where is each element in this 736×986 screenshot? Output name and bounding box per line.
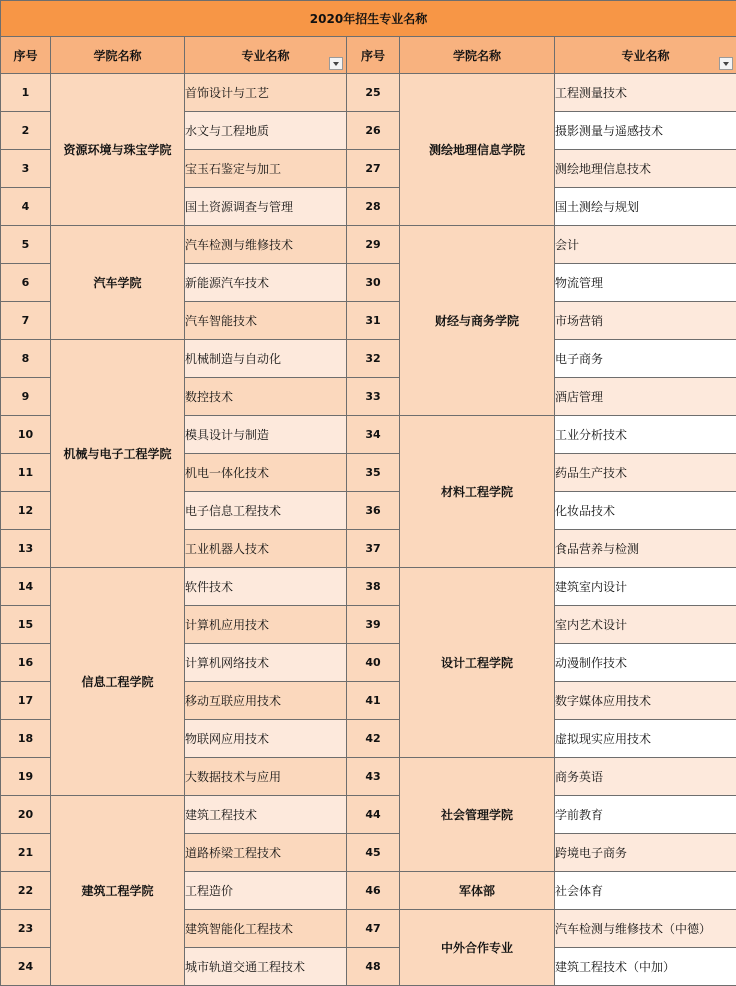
row-number: 40	[347, 644, 400, 682]
major-name: 模具设计与制造	[185, 416, 347, 454]
major-name: 市场营销	[555, 302, 736, 340]
major-name: 新能源汽车技术	[185, 264, 347, 302]
header-seq: 序号	[1, 37, 51, 74]
major-name: 数控技术	[185, 378, 347, 416]
row-number: 17	[1, 682, 51, 720]
major-name: 测绘地理信息技术	[555, 150, 736, 188]
table-title: 2020年招生专业名称	[1, 1, 736, 37]
row-number: 33	[347, 378, 400, 416]
header-major-right-label: 专业名称	[621, 49, 669, 63]
row-number: 39	[347, 606, 400, 644]
major-name: 建筑室内设计	[555, 568, 736, 606]
row-number: 15	[1, 606, 51, 644]
major-name: 物流管理	[555, 264, 736, 302]
row-number: 2	[1, 112, 51, 150]
college-name: 军体部	[400, 872, 555, 910]
table-row	[1, 74, 736, 112]
college-name: 材料工程学院	[400, 416, 555, 568]
major-name: 物联网应用技术	[185, 720, 347, 758]
header-major	[185, 37, 347, 74]
row-number: 18	[1, 720, 51, 758]
row-number: 36	[347, 492, 400, 530]
major-name: 建筑工程技术	[185, 796, 347, 834]
major-name: 计算机网络技术	[185, 644, 347, 682]
major-name: 机电一体化技术	[185, 454, 347, 492]
row-number: 21	[1, 834, 51, 872]
row-number: 4	[1, 188, 51, 226]
row-number: 45	[347, 834, 400, 872]
major-name: 学前教育	[555, 796, 736, 834]
major-name: 国土测绘与规划	[555, 188, 736, 226]
college-name: 测绘地理信息学院	[400, 74, 555, 226]
row-number: 19	[1, 758, 51, 796]
row-number: 7	[1, 302, 51, 340]
header-college-right: 学院名称	[400, 37, 555, 74]
major-name: 工业机器人技术	[185, 530, 347, 568]
major-name: 室内艺术设计	[555, 606, 736, 644]
row-number: 26	[347, 112, 400, 150]
header-major-right	[555, 37, 736, 74]
row-number: 30	[347, 264, 400, 302]
row-number: 47	[347, 910, 400, 948]
college-name: 中外合作专业	[400, 910, 555, 986]
college-name: 设计工程学院	[400, 568, 555, 758]
row-number: 14	[1, 568, 51, 606]
row-number: 29	[347, 226, 400, 264]
row-number: 6	[1, 264, 51, 302]
college-name: 资源环境与珠宝学院	[51, 74, 185, 226]
row-number: 11	[1, 454, 51, 492]
major-name: 工程测量技术	[555, 74, 736, 112]
major-name: 社会体育	[555, 872, 736, 910]
row-number: 44	[347, 796, 400, 834]
row-number: 37	[347, 530, 400, 568]
major-name: 建筑工程技术（中加）	[555, 948, 736, 986]
row-number: 12	[1, 492, 51, 530]
row-number: 31	[347, 302, 400, 340]
row-number: 34	[347, 416, 400, 454]
row-number: 41	[347, 682, 400, 720]
major-name: 摄影测量与遥感技术	[555, 112, 736, 150]
row-number: 8	[1, 340, 51, 378]
row-number: 3	[1, 150, 51, 188]
college-name: 财经与商务学院	[400, 226, 555, 416]
major-name: 化妆品技术	[555, 492, 736, 530]
row-number: 32	[347, 340, 400, 378]
major-name: 汽车智能技术	[185, 302, 347, 340]
major-name: 电子信息工程技术	[185, 492, 347, 530]
row-number: 42	[347, 720, 400, 758]
table-row	[1, 796, 736, 834]
header-major-label: 专业名称	[241, 49, 289, 63]
college-name: 信息工程学院	[51, 568, 185, 796]
row-number: 48	[347, 948, 400, 986]
major-name: 跨境电子商务	[555, 834, 736, 872]
major-name: 首饰设计与工艺	[185, 74, 347, 112]
row-number: 43	[347, 758, 400, 796]
major-name: 虚拟现实应用技术	[555, 720, 736, 758]
table-row	[1, 226, 736, 264]
row-number: 23	[1, 910, 51, 948]
major-name: 水文与工程地质	[185, 112, 347, 150]
major-name: 药品生产技术	[555, 454, 736, 492]
major-name: 汽车检测与维修技术	[185, 226, 347, 264]
major-name: 计算机应用技术	[185, 606, 347, 644]
major-name: 动漫制作技术	[555, 644, 736, 682]
college-name: 社会管理学院	[400, 758, 555, 872]
major-name: 酒店管理	[555, 378, 736, 416]
row-number: 38	[347, 568, 400, 606]
major-name: 工业分析技术	[555, 416, 736, 454]
row-number: 22	[1, 872, 51, 910]
major-name: 商务英语	[555, 758, 736, 796]
table-row	[1, 340, 736, 378]
major-name: 机械制造与自动化	[185, 340, 347, 378]
major-name: 道路桥梁工程技术	[185, 834, 347, 872]
college-name: 汽车学院	[51, 226, 185, 340]
major-name: 电子商务	[555, 340, 736, 378]
major-name: 软件技术	[185, 568, 347, 606]
row-number: 20	[1, 796, 51, 834]
major-name: 会计	[555, 226, 736, 264]
row-number: 10	[1, 416, 51, 454]
table-body	[1, 74, 736, 986]
row-number: 16	[1, 644, 51, 682]
row-number: 27	[347, 150, 400, 188]
major-name: 大数据技术与应用	[185, 758, 347, 796]
row-number: 9	[1, 378, 51, 416]
header-college: 学院名称	[51, 37, 185, 74]
major-name: 国土资源调查与管理	[185, 188, 347, 226]
major-name: 建筑智能化工程技术	[185, 910, 347, 948]
row-number: 25	[347, 74, 400, 112]
row-number: 24	[1, 948, 51, 986]
major-name: 数字媒体应用技术	[555, 682, 736, 720]
row-number: 46	[347, 872, 400, 910]
college-name: 建筑工程学院	[51, 796, 185, 986]
major-name: 移动互联应用技术	[185, 682, 347, 720]
major-name: 汽车检测与维修技术（中德）	[555, 910, 736, 948]
filter-dropdown-icon[interactable]	[719, 57, 733, 70]
major-name: 食品营养与检测	[555, 530, 736, 568]
table-row	[1, 568, 736, 606]
filter-dropdown-icon[interactable]	[329, 57, 343, 70]
major-name: 城市轨道交通工程技术	[185, 948, 347, 986]
row-number: 35	[347, 454, 400, 492]
major-name: 工程造价	[185, 872, 347, 910]
row-number: 1	[1, 74, 51, 112]
college-name: 机械与电子工程学院	[51, 340, 185, 568]
header-seq-right: 序号	[347, 37, 400, 74]
major-name: 宝玉石鉴定与加工	[185, 150, 347, 188]
row-number: 5	[1, 226, 51, 264]
row-number: 28	[347, 188, 400, 226]
row-number: 13	[1, 530, 51, 568]
